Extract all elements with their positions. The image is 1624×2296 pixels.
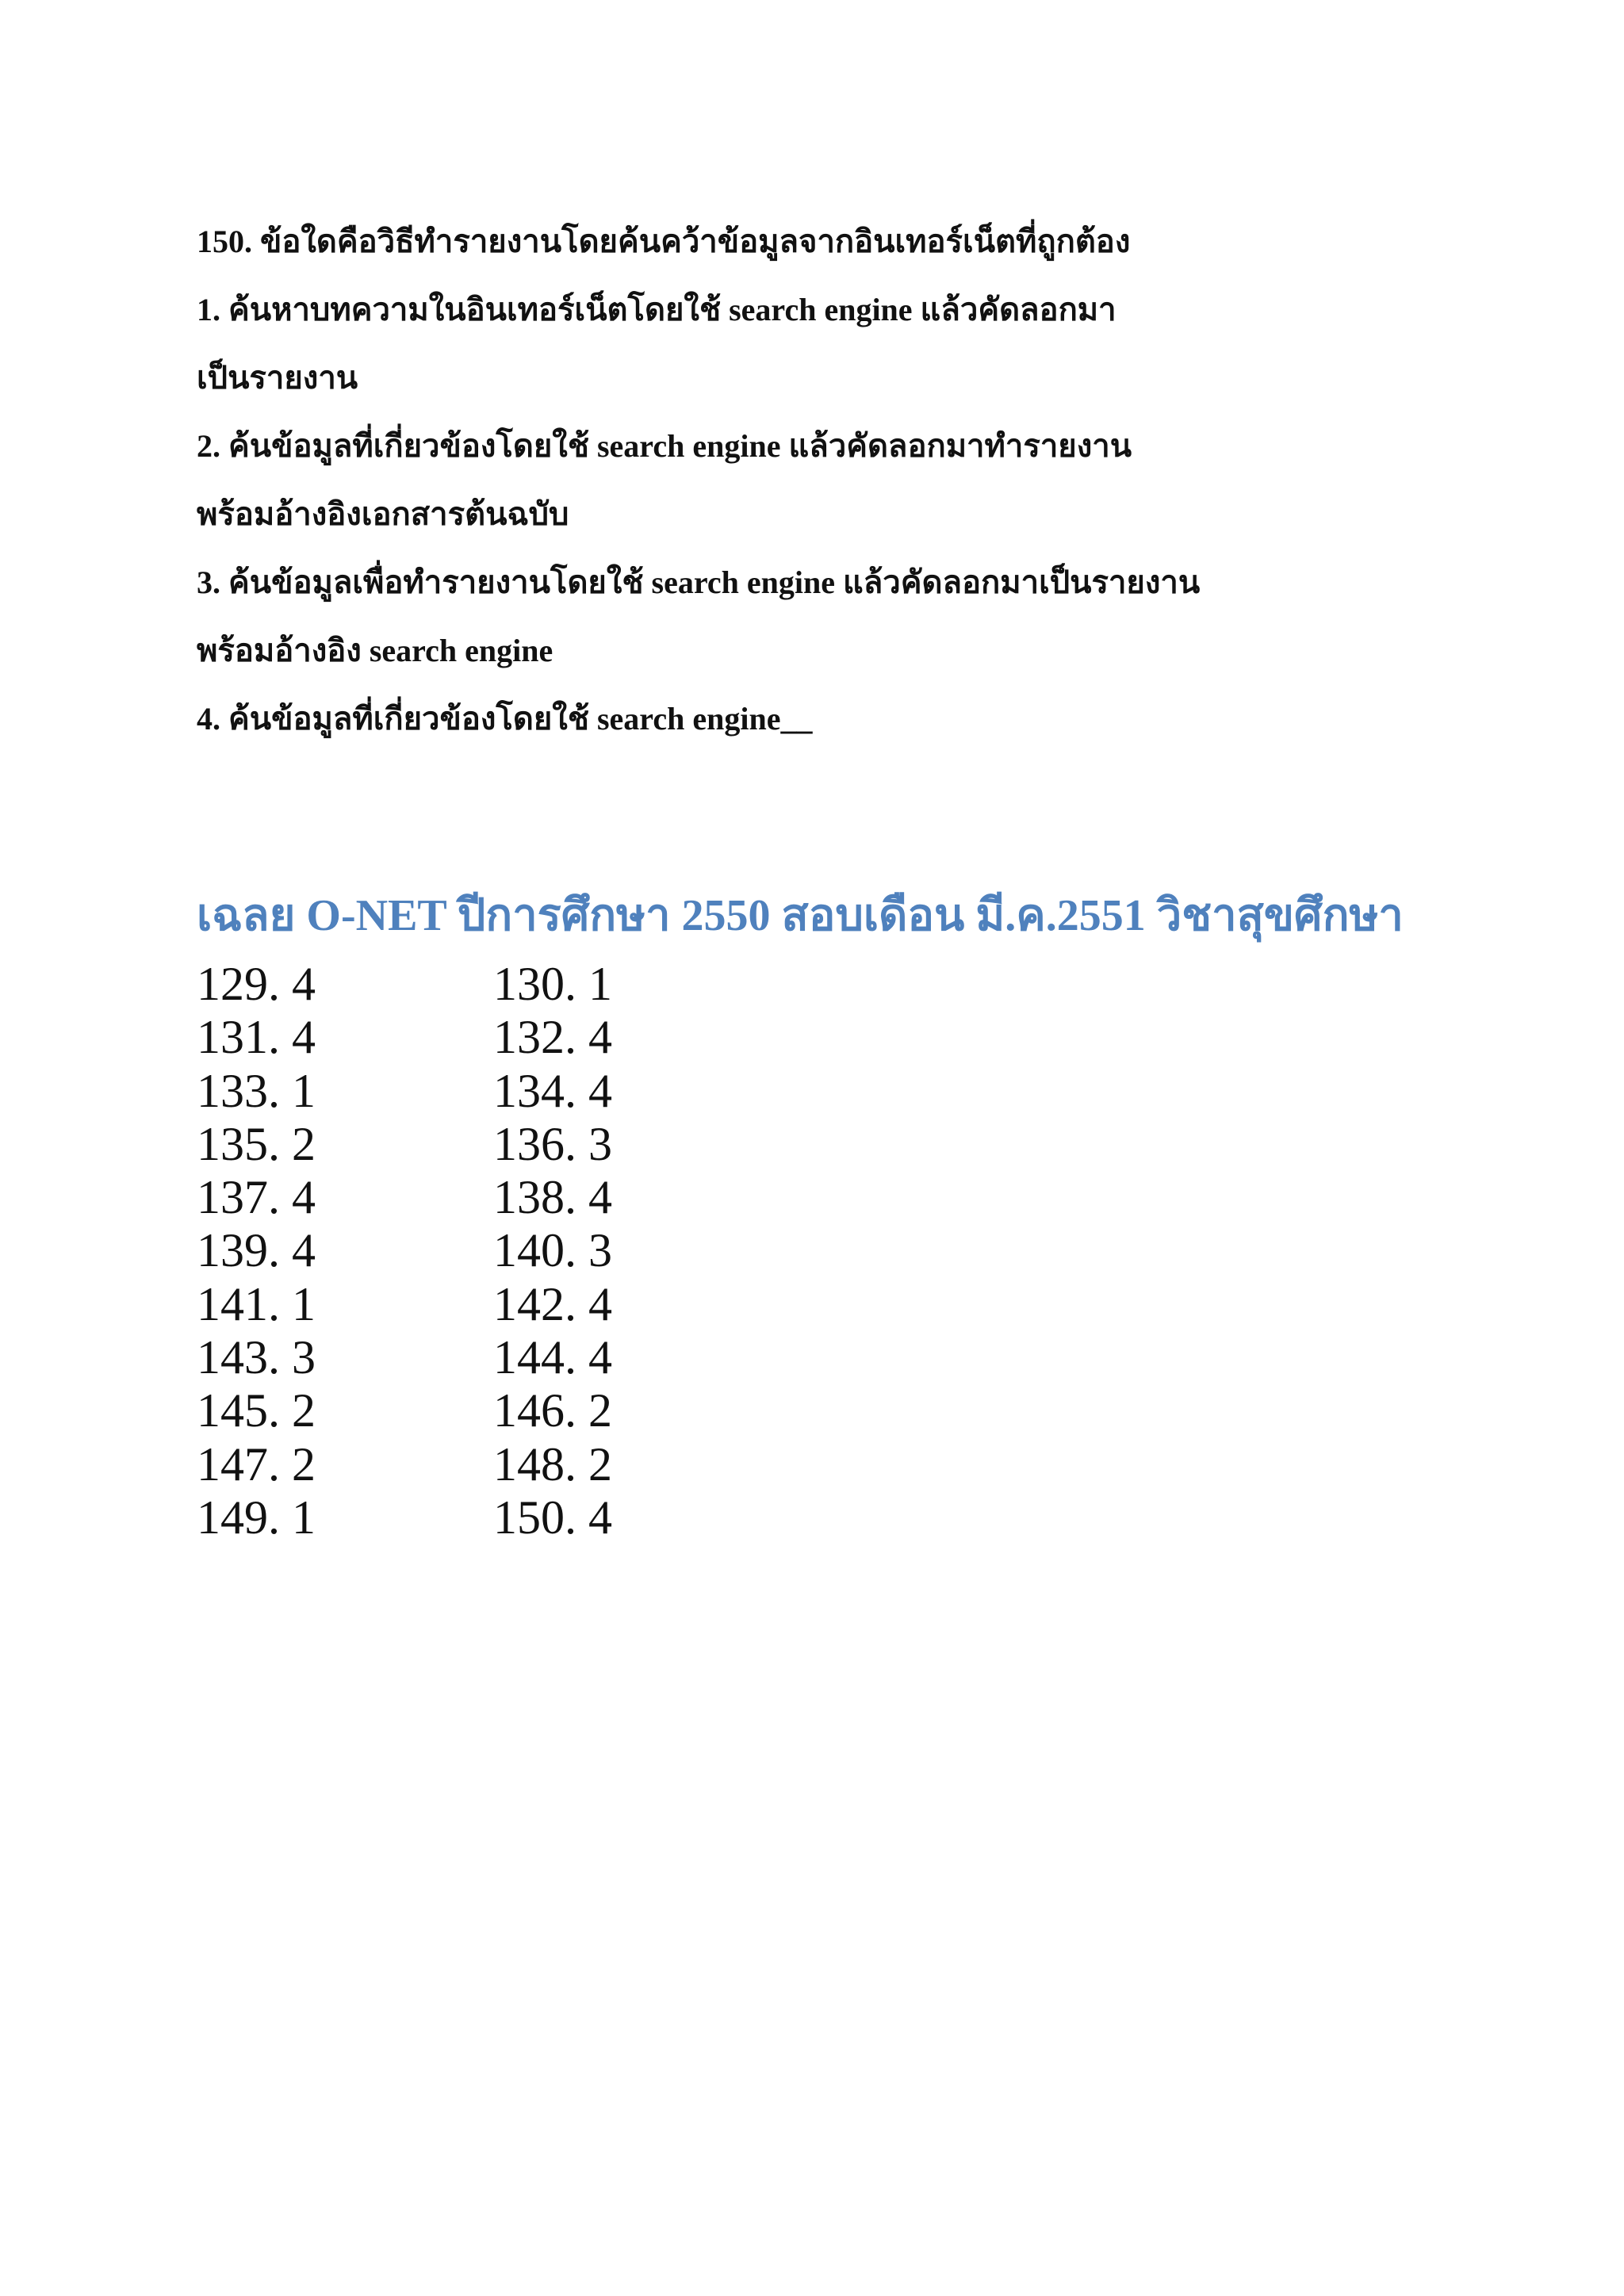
answer-cell: 142. 4 (493, 1277, 612, 1330)
answer-cell: 134. 4 (493, 1064, 612, 1117)
choice-1-line-2: เป็นรายงาน (197, 360, 358, 396)
choice-3-line-2: พร้อมอ้างอิง search engine (197, 633, 553, 668)
answer-cell: 138. 4 (493, 1171, 612, 1224)
answer-row (197, 958, 612, 1011)
answer-cell: 147. 2 (197, 1437, 316, 1490)
answer-cell: 132. 4 (493, 1011, 612, 1064)
answer-cell: 143. 3 (197, 1331, 316, 1384)
answer-row (197, 1011, 612, 1064)
answer-row (197, 1438, 612, 1491)
answer-cell: 146. 2 (493, 1384, 612, 1437)
answer-cell: 140. 3 (493, 1224, 612, 1277)
answer-key-table (197, 958, 612, 1544)
choice-4-line-1: 4. ค้นข้อมูลที่เกี่ยวข้องโดยใช้ search engine__ (197, 701, 813, 737)
answer-cell: 144. 4 (493, 1331, 612, 1384)
answer-cell: 133. 1 (197, 1064, 316, 1117)
answer-cell: 149. 1 (197, 1490, 316, 1544)
answer-cell: 139. 4 (197, 1224, 316, 1277)
question-stem: 150. ข้อใดคือวิธีทำรายงานโดยค้นคว้าข้อมูลจากอินเทอร์เน็ตที่ถูกต้อง (197, 224, 1131, 259)
answer-row (197, 1491, 612, 1544)
answer-cell: 129. 4 (197, 958, 316, 1010)
answer-row (197, 1065, 612, 1118)
choice-2-line-1: 2. ค้นข้อมูลที่เกี่ยวข้องโดยใช้ search engine แล้วคัดลอกมาทำรายงาน (197, 428, 1132, 464)
answer-row (197, 1118, 612, 1171)
answer-cell: 137. 4 (197, 1171, 316, 1224)
answer-cell: 135. 2 (197, 1117, 316, 1170)
answer-row (197, 1171, 612, 1224)
answer-row (197, 1331, 612, 1384)
answer-cell: 141. 1 (197, 1277, 316, 1330)
answer-row (197, 1278, 612, 1331)
answer-cell: 150. 4 (493, 1490, 612, 1544)
answer-row (197, 1384, 612, 1437)
answer-cell: 130. 1 (493, 958, 612, 1010)
answer-cell: 148. 2 (493, 1437, 612, 1490)
choice-3-line-1: 3. ค้นข้อมูลเพื่อทำรายงานโดยใช้ search engine แล้วคัดลอกมาเป็นรายงาน (197, 564, 1201, 600)
answer-cell: 145. 2 (197, 1384, 316, 1437)
answer-row (197, 1224, 612, 1277)
answer-cell: 136. 3 (493, 1117, 612, 1170)
choice-1-line-1: 1. ค้นหาบทความในอินเทอร์เน็ตโดยใช้ search engine แล้วคัดลอกมา (197, 292, 1116, 327)
question-block (197, 208, 1434, 753)
answer-key-title: เฉลย O-NET ปีการศึกษา 2550 สอบเดือน มี.ค.2551 วิชาสุขศึกษา (197, 891, 1404, 940)
answer-cell: 131. 4 (197, 1011, 316, 1064)
choice-2-line-2: พร้อมอ้างอิงเอกสารต้นฉบับ (197, 496, 569, 532)
